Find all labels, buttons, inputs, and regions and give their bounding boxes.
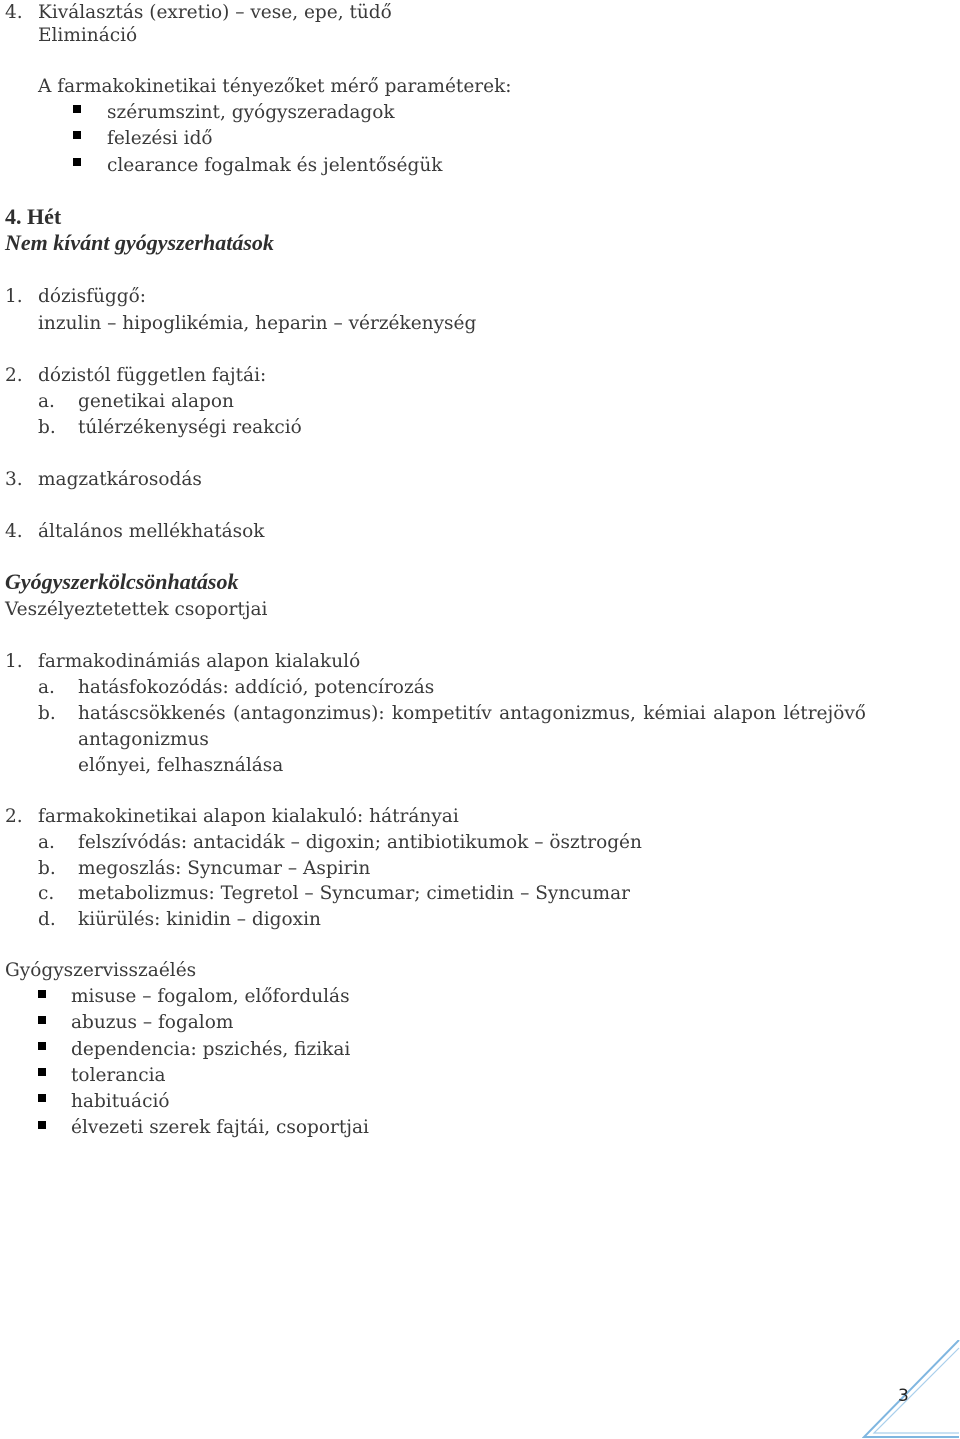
list-number: 4. — [5, 521, 23, 542]
list-letter: c. — [38, 883, 55, 904]
list-number: 2. — [5, 806, 23, 827]
list-item: általános mellékhatások — [38, 521, 265, 542]
bullet-square-icon — [73, 158, 81, 166]
week-label: 4. Hét — [5, 204, 62, 229]
list-item: felezési idő — [107, 128, 213, 149]
list-item: abuzus – fogalom — [71, 1012, 234, 1033]
list-item: kiürülés: kinidin – digoxin — [78, 909, 321, 930]
bullet-square-icon — [38, 1094, 46, 1102]
list-item: farmakokinetikai alapon kialakuló: hátrányai — [38, 806, 459, 827]
word: antagonizmus, — [499, 703, 636, 724]
page-corner-arrow-icon — [862, 1340, 960, 1439]
list-letter: a. — [38, 391, 55, 412]
list-item: felszívódás: antacidák – digoxin; antibiotikumok – ösztrogén — [78, 832, 642, 853]
word: kémiai — [643, 703, 706, 724]
word: létrejövő — [783, 703, 866, 724]
list-item: habituáció — [71, 1091, 170, 1112]
list-number: 2. — [5, 365, 23, 386]
list-item: hatásfokozódás: addíció, potencírozás — [78, 677, 435, 698]
list-item: dózisfüggő: — [38, 286, 146, 307]
word: hatáscsökkenés — [78, 703, 226, 724]
bullet-square-icon — [73, 105, 81, 113]
list-item-detail: inzulin – hipoglikémia, heparin – vérzékenység — [38, 313, 477, 334]
list-letter: a. — [38, 832, 55, 853]
abuse-title: Gyógyszervisszaélés — [5, 960, 197, 981]
section-subtitle: Elimináció — [38, 25, 138, 46]
bullet-square-icon — [38, 1121, 46, 1129]
list-item: tolerancia — [71, 1065, 166, 1086]
list-number: 3. — [5, 469, 23, 490]
list-letter: b. — [38, 858, 56, 879]
word: kompetitív — [391, 703, 492, 724]
bullet-square-icon — [38, 1068, 46, 1076]
page-number: 3 — [898, 1386, 909, 1406]
list-letter: d. — [38, 909, 56, 930]
list-item-continued: antagonizmus — [78, 729, 209, 750]
word: alapon — [713, 703, 777, 724]
week-title: Nem kívánt gyógyszerhatások — [5, 230, 274, 255]
list-item: misuse – fogalom, előfordulás — [71, 986, 350, 1007]
section-title: Kiválasztás (exretio) – vese, epe, tüdő — [38, 2, 392, 23]
list-letter: a. — [38, 677, 55, 698]
list-item: dependencia: pszichés, fizikai — [71, 1039, 351, 1060]
bullet-square-icon — [38, 990, 46, 998]
interactions-subtitle: Veszélyeztetettek csoportjai — [5, 599, 268, 620]
list-item: farmakodinámiás alapon kialakuló — [38, 651, 361, 672]
section-number: 4. — [5, 2, 23, 23]
list-letter: b. — [38, 703, 56, 724]
list-item: megoszlás: Syncumar – Aspirin — [78, 858, 371, 879]
list-number: 1. — [5, 286, 23, 307]
bullet-square-icon — [73, 131, 81, 139]
list-letter: b. — [38, 417, 56, 438]
list-item: magzatkárosodás — [38, 469, 202, 490]
list-item: genetikai alapon — [78, 391, 234, 412]
interactions-title: Gyógyszerkölcsönhatások — [5, 569, 239, 594]
list-item: clearance fogalmak és jelentőségük — [107, 155, 443, 176]
bullet-square-icon — [38, 1016, 46, 1024]
word: (antagonzimus): — [232, 703, 385, 724]
list-number: 1. — [5, 651, 23, 672]
params-intro: A farmakokinetikai tényezőket mérő paraméterek: — [38, 76, 512, 97]
list-item: szérumszint, gyógyszeradagok — [107, 102, 395, 123]
list-item-continued: előnyei, felhasználása — [78, 755, 284, 776]
justified-line — [78, 701, 866, 727]
list-item: metabolizmus: Tegretol – Syncumar; cimetidin – Syncumar — [78, 883, 630, 904]
list-item: élvezeti szerek fajtái, csoportjai — [71, 1117, 369, 1138]
bullet-square-icon — [38, 1042, 46, 1050]
list-item: túlérzékenységi reakció — [78, 417, 302, 438]
list-item: dózistól független fajtái: — [38, 365, 267, 386]
